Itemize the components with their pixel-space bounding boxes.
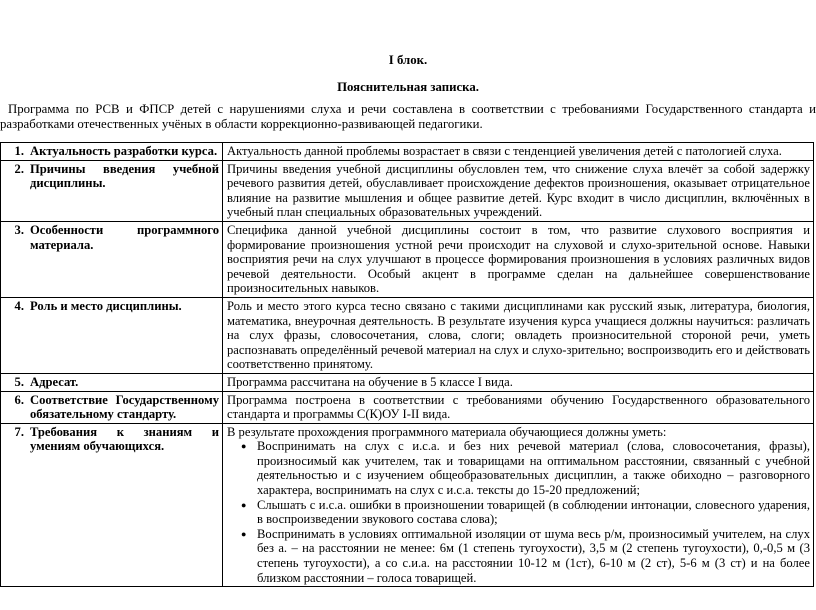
row-description: Программа рассчитана на обучение в 5 классе I вида. bbox=[227, 374, 513, 389]
row-label: Роль и место дисциплины. bbox=[30, 298, 182, 313]
list-item bbox=[227, 498, 810, 527]
list-item bbox=[227, 527, 810, 585]
row-label: Требования к знаниям и умениям обучающихся. bbox=[30, 424, 219, 454]
table-row bbox=[1, 423, 814, 587]
row-label-cell bbox=[1, 373, 223, 391]
row-description-cell bbox=[223, 391, 814, 423]
row-number: 2. bbox=[14, 161, 24, 176]
row-label-cell bbox=[1, 391, 223, 423]
list-item-text: Воспринимать на слух с и.с.а. и без них речевой материал (слова, словосочетания, фразы), произносимый как учителем, так и товарищами на оптимальном расстоянии, связанный с учебной деятельностью и с изучением общеобразовательных дисциплин, а также обиходно – разговорного характера, воспринимать на слух с и.с.а. тексты до 15-20 предложений; bbox=[257, 439, 810, 498]
row-label: Особенности программного материала. bbox=[30, 222, 219, 252]
program-table bbox=[0, 142, 814, 587]
table-row bbox=[1, 391, 814, 423]
row-number: 1. bbox=[14, 144, 24, 158]
row-description: Причины введения учебной дисциплины обусловлен тем, что снижение слуха влечёт за собой задержку речевого развития детей, обуславливает происхождение дефектов произношения, оказывает отрицательное влияние на развитие мышления и общее развитие детей. Курс входит в число дисциплин, включённых в учебный план специальных образовательных учреждений. bbox=[227, 161, 810, 220]
row-label: Причины введения учебной дисциплины. bbox=[30, 161, 219, 191]
intro-paragraph: Программа по РСВ и ФПСР детей с нарушениями слуха и речи составлена в соответствии с требованиями Государственного стандарта и разработками отечественных учёных в области коррекционно-развивающей педагогики. bbox=[0, 102, 816, 131]
row-description-cell bbox=[223, 221, 814, 297]
row-description-cell bbox=[223, 297, 814, 373]
row-description-cell bbox=[223, 143, 814, 161]
bullet-icon: ● bbox=[241, 499, 247, 510]
row-label: Соответствие Государственному обязательному стандарту. bbox=[30, 392, 219, 422]
row-description: В результате прохождения программного материала обучающиеся должны уметь: bbox=[227, 424, 667, 439]
table-row bbox=[1, 297, 814, 373]
row-description: Специфика данной учебной дисциплины состоит в том, что развитие слухового восприятия и формирование произношения устной речи происходит на слуховой и слухо-зрительной основе. Навыки восприятия речи на слух улучшают в процессе формирования произношения в условиях различных видов речевой деятельности. Особый акцент в программе сделан на дальнейшее совершенствование произносительных навыков. bbox=[227, 222, 810, 296]
row-number: 4. bbox=[14, 298, 24, 313]
row-description: Программа построена в соответствии с требованиями обучению Государственного образовательного стандарта и программы С(К)ОУ I-II вида. bbox=[227, 392, 810, 422]
row-label-cell bbox=[1, 160, 223, 221]
note-title: Пояснительная записка. bbox=[337, 80, 479, 94]
table-row bbox=[1, 373, 814, 391]
list-item-text: Воспринимать в условиях оптимальной изоляции от шума весь р/м, произносимый учителем, на слух без а. – на расстоянии не менее: 6м (1 степень тугоухости), 3,5 м (2 степень тугоухости), 0,-0,5 м (3 степень тугоухости), а со с.и.а. на расстоянии 10-12 м (1ст), 6-10 м (2 ст), 5-6 м (3 ст) и на более близком расстоянии – голоса товарищей. bbox=[257, 526, 810, 585]
row-description-cell bbox=[223, 423, 814, 587]
row-label: Актуальность разработки курса. bbox=[30, 144, 218, 158]
row-label: Адресат. bbox=[30, 374, 79, 389]
table-row bbox=[1, 221, 814, 297]
row-label-cell bbox=[1, 143, 223, 161]
requirements-list bbox=[227, 439, 810, 585]
row-description-cell bbox=[223, 373, 814, 391]
row-label-cell bbox=[1, 423, 223, 587]
row-number: 5. bbox=[14, 374, 24, 389]
list-item bbox=[227, 439, 810, 497]
row-number: 3. bbox=[14, 222, 24, 237]
bullet-icon: ● bbox=[241, 528, 247, 539]
row-number: 7. bbox=[14, 424, 24, 439]
row-label-cell bbox=[1, 221, 223, 297]
row-number: 6. bbox=[14, 392, 24, 407]
table-row bbox=[1, 160, 814, 221]
row-description: Актуальность данной проблемы возрастает в связи с тенденцией увеличения детей с патологией слуха. bbox=[227, 144, 782, 158]
list-item-text: Слышать с и.с.а. ошибки в произношении товарищей (в соблюдении интонации, словесного ударения, в воспроизведении звукового состава слова); bbox=[257, 497, 810, 527]
row-label-cell bbox=[1, 297, 223, 373]
table-row bbox=[1, 143, 814, 161]
row-description: Роль и место этого курса тесно связано с такими дисциплинами как русский язык, литература, биология, математика, внеурочная деятельность. В результате изучения курса учащиеся должны научиться: различать на слух фразы, словосочетания, слова, слоги; овладеть произносительной стороной речи, уметь распознавать определённый речевой материал на слух и слухо-зрительно; воспроизводить его и действовать соответственно принятому. bbox=[227, 298, 810, 372]
bullet-icon: ● bbox=[241, 441, 247, 452]
row-description-cell bbox=[223, 160, 814, 221]
block-title: I блок. bbox=[388, 53, 428, 67]
